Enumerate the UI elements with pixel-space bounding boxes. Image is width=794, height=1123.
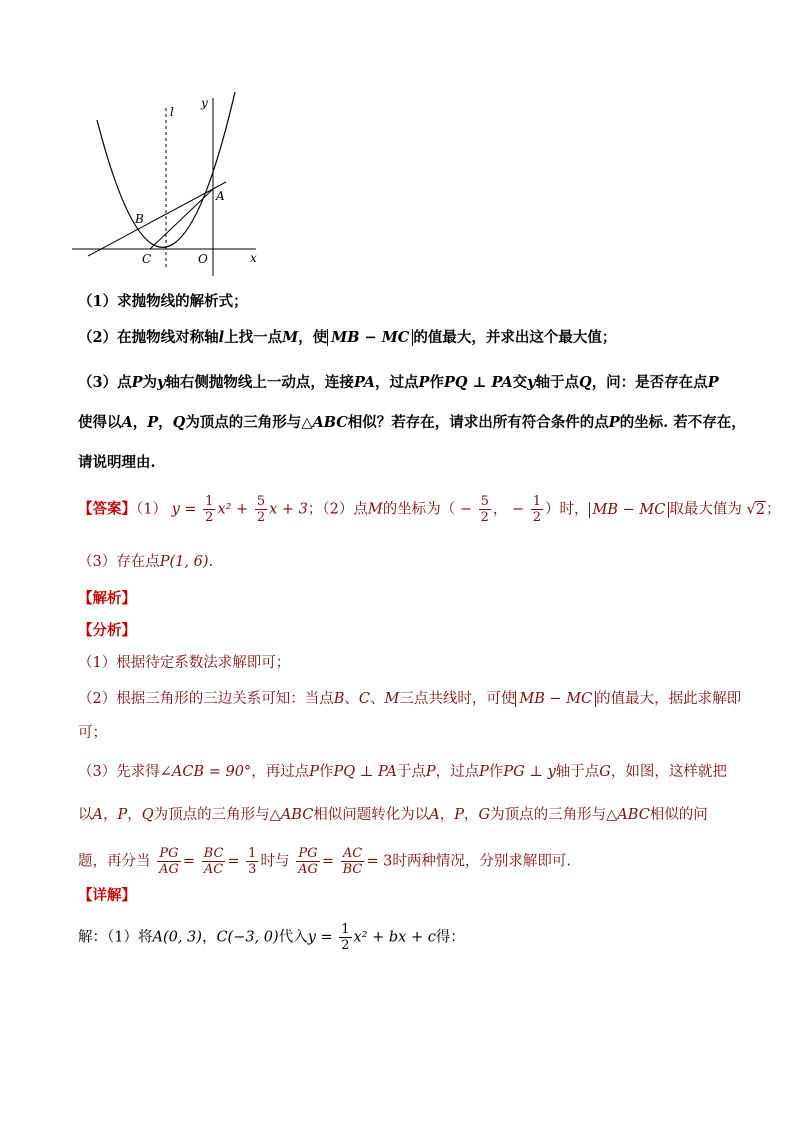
line-BA [88, 182, 226, 256]
q2-mid: 上找一点 [224, 329, 283, 346]
question-1-text: （1）求抛物线的解析式； [78, 293, 248, 310]
q3-text: 使得以 [78, 414, 122, 431]
q2-l: l [218, 329, 225, 346]
analysis-sub-tag [78, 620, 136, 642]
analysis-P: P [117, 807, 128, 823]
fraction-numerator: AC [341, 846, 365, 862]
analysis-text: ，过点 [435, 764, 480, 780]
analysis-text: 为顶点的三角形与 [153, 807, 270, 823]
answer-text: ；（2）点 [307, 501, 368, 518]
analysis-text: 作 [488, 764, 504, 780]
q3-text: ，问：是否存在点 [591, 374, 708, 391]
sqrt-sign: √ [746, 501, 756, 518]
detail-text: 解：（1）将 [78, 929, 153, 946]
q3-text: 请说明理由. [78, 454, 156, 471]
analysis-line-3 [78, 722, 107, 744]
analysis-P: P [479, 764, 489, 780]
q3-y: y [157, 374, 166, 391]
question-3-line-2 [78, 412, 746, 434]
q3-text: ， [132, 414, 148, 431]
analysis-text: 相似的问 [649, 807, 708, 823]
detail-C: C(−3, 0) [216, 929, 279, 946]
q3-text: 轴于点 [535, 374, 580, 391]
fraction-numerator: PG [296, 846, 320, 862]
q2-pre: （2）在抛物线对称轴 [78, 329, 219, 346]
q3-P: P [707, 374, 719, 391]
question-2 [78, 327, 616, 349]
parabola-figure [60, 88, 270, 283]
fraction-denominator: AG [159, 862, 179, 877]
q3-text: 为 [142, 374, 157, 391]
label-C: C [142, 252, 152, 266]
q3-text: 为顶点的三角形与 [185, 414, 302, 431]
answer-x-squared: x² [217, 501, 232, 518]
answer-tag: 【答案】 [78, 500, 136, 518]
analysis-text: （3）先求得 [78, 764, 160, 780]
fraction-denominator: AC [203, 862, 224, 877]
fraction [157, 846, 181, 877]
answer-text: （1） [136, 501, 167, 518]
analysis-A: A [429, 807, 440, 823]
q3-A: A [121, 414, 133, 431]
analysis-C: C [358, 691, 370, 707]
q2-comma: ，使 [298, 329, 328, 346]
analysis-tag-text: 【解析】 [78, 590, 136, 607]
question-3-line-3 [78, 452, 156, 474]
answer-plus: + [236, 501, 249, 518]
q3-P: P [147, 414, 159, 431]
analysis-P: P [425, 764, 436, 780]
q3-text: 轴右侧抛物线上一动点，连接 [165, 374, 354, 391]
analysis-text: 三点共线时，可使 [399, 691, 516, 707]
analysis-line-5 [78, 804, 708, 826]
analysis-text: 以 [78, 807, 93, 823]
fraction-denominator: BC [342, 862, 363, 877]
q3-y: y [527, 374, 536, 391]
q3-PQ-perp-PA: PQ ⊥ PA [443, 374, 513, 391]
q3-P: P [418, 374, 430, 391]
answer-rest: x + 3 [269, 501, 308, 518]
fraction-denominator: 2 [256, 510, 266, 525]
analysis-G: G [478, 807, 491, 823]
answer-text: ）时， [545, 501, 589, 518]
answer-line-2 [78, 551, 213, 573]
analysis-PQ-perp-PA: PQ ⊥ PA [333, 764, 397, 780]
answer-M: M [367, 501, 383, 518]
q3-triangle-ABC: △ABC [301, 414, 348, 431]
equals-three: = 3 [366, 853, 393, 870]
analysis-text: 、 [344, 691, 359, 707]
analysis-PG-perp-y: PG ⊥ y [503, 764, 556, 780]
analysis-abs: MB − MC [515, 691, 596, 707]
sqrt-value: 2 [755, 501, 765, 518]
fraction-numerator: 5 [480, 494, 489, 509]
q3-text: 交 [512, 374, 528, 391]
answer-y-eq: y = [171, 501, 197, 518]
analysis-line-4 [78, 761, 727, 783]
analysis-P: P [454, 807, 465, 823]
equals: = [227, 853, 240, 870]
detail-text: ， [201, 929, 217, 946]
fraction [255, 494, 267, 525]
label-B: B [135, 212, 144, 226]
analysis-tag [78, 588, 136, 610]
analysis-Q: Q [141, 807, 154, 823]
fraction-numerator: 5 [256, 494, 266, 509]
detail-line-1 [78, 922, 465, 953]
answer-text: 的坐标为（ − [382, 501, 472, 518]
q3-text: ， [158, 414, 173, 431]
analysis-text: 相似问题转化为以 [313, 807, 430, 823]
fraction [246, 846, 258, 877]
analysis-triangle-ABC: △ABC [606, 807, 650, 823]
answer-line-1 [78, 494, 780, 525]
fraction [339, 922, 351, 953]
line-CA [150, 189, 213, 249]
detail-A: A(0, 3) [152, 929, 202, 946]
detail-rest: x² + bx + c [353, 929, 436, 946]
detail-text: 代入 [278, 929, 308, 946]
q3-Q: Q [172, 414, 186, 431]
analysis-text: 为顶点的三角形与 [490, 807, 607, 823]
analysis-text: ， [127, 807, 142, 823]
analysis-text: 时与 [260, 853, 290, 870]
analysis-triangle-ABC: △ABC [269, 807, 314, 823]
analysis-text: 作 [318, 764, 334, 780]
answer-text: ， − [492, 501, 525, 518]
equals: = [321, 853, 334, 870]
fraction-denominator: 2 [532, 510, 542, 525]
detail-tag [78, 885, 136, 907]
fraction-denominator: 2 [480, 510, 489, 525]
label-O: O [198, 252, 208, 266]
analysis-text: 的值最大，据此求解即 [596, 691, 742, 707]
fraction-denominator: 2 [205, 510, 214, 525]
analysis-line-6 [78, 846, 571, 877]
question-1 [78, 291, 248, 313]
fraction [479, 494, 491, 525]
fraction-numerator: PG [157, 846, 181, 862]
q3-text: （3）点 [78, 374, 132, 391]
fraction-numerator: 1 [205, 494, 214, 509]
analysis-text: 于点 [396, 764, 426, 780]
fraction [202, 846, 226, 877]
analysis-A: A [92, 807, 103, 823]
q3-text: 作 [429, 374, 444, 391]
analysis-M: M [384, 691, 400, 707]
fraction-numerator: 1 [532, 494, 542, 509]
fraction-numerator: 1 [341, 922, 350, 937]
q3-text: 的坐标. 若不存在， [619, 414, 746, 431]
analysis-text: ， [102, 807, 118, 823]
analysis-P: P [309, 764, 319, 780]
q2-post: 的值最大，并求出这个最大值； [413, 329, 617, 346]
question-3-line-1 [78, 372, 719, 394]
analysis-text: ，再过点 [251, 764, 310, 780]
answer-abs: MB − MC [589, 502, 670, 518]
fraction-denominator: 3 [248, 862, 257, 877]
analysis-line-2 [78, 688, 741, 710]
fraction-denominator: 2 [341, 938, 350, 953]
q3-P: P [608, 414, 620, 431]
answer-text: （3）存在点 [78, 554, 160, 570]
detail-text: 得： [435, 929, 465, 946]
q2-M: M [282, 329, 299, 346]
fraction [203, 494, 215, 525]
fraction-numerator: BC [203, 846, 224, 861]
label-y: y [201, 96, 208, 110]
analysis-angle: ∠ACB = 90° [159, 764, 252, 780]
analysis-text: （2）根据三角形的三边关系可知：当点 [78, 691, 334, 707]
answer-text: . [208, 554, 214, 570]
fraction [531, 494, 543, 525]
analysis-text: ， [464, 807, 479, 823]
answer-text: 取最大值为 [669, 501, 742, 518]
q3-PA: PA [353, 374, 376, 391]
analysis-text: ， [439, 807, 455, 823]
fraction-numerator: 1 [248, 846, 257, 861]
analysis-sub-tag-text: 【分析】 [78, 622, 136, 639]
fraction [341, 846, 365, 877]
q3-P: P [131, 374, 143, 391]
answer-text: ； [765, 501, 781, 518]
analysis-text: （1）根据待定系数法求解即可； [78, 655, 291, 671]
analysis-text: 、 [370, 691, 385, 707]
analysis-text: ，如图，这样就把 [610, 764, 727, 780]
q3-text: 相似？若存在，请求出所有符合条件的点 [347, 414, 609, 431]
fraction-denominator: AG [298, 862, 318, 877]
analysis-line-1 [78, 652, 290, 674]
label-x: x [250, 251, 257, 265]
q3-Q: Q [579, 374, 592, 391]
analysis-text: 轴于点 [555, 764, 600, 780]
q3-text: ，过点 [375, 374, 419, 391]
q2-abs: MB − MC [327, 329, 413, 346]
analysis-G: G [599, 764, 611, 780]
analysis-B: B [333, 691, 345, 707]
answer-P-point: P(1, 6) [159, 554, 209, 570]
analysis-text: 题，再分当 [78, 853, 151, 870]
detail-y-eq: y = [307, 929, 333, 946]
analysis-text: 时两种情况，分别求解即可. [392, 853, 571, 870]
analysis-text: 可； [78, 725, 107, 741]
fraction [296, 846, 320, 877]
equals: = [182, 853, 196, 870]
label-l: l [170, 105, 174, 119]
detail-tag-text: 【详解】 [78, 887, 136, 904]
label-A: A [216, 189, 225, 203]
